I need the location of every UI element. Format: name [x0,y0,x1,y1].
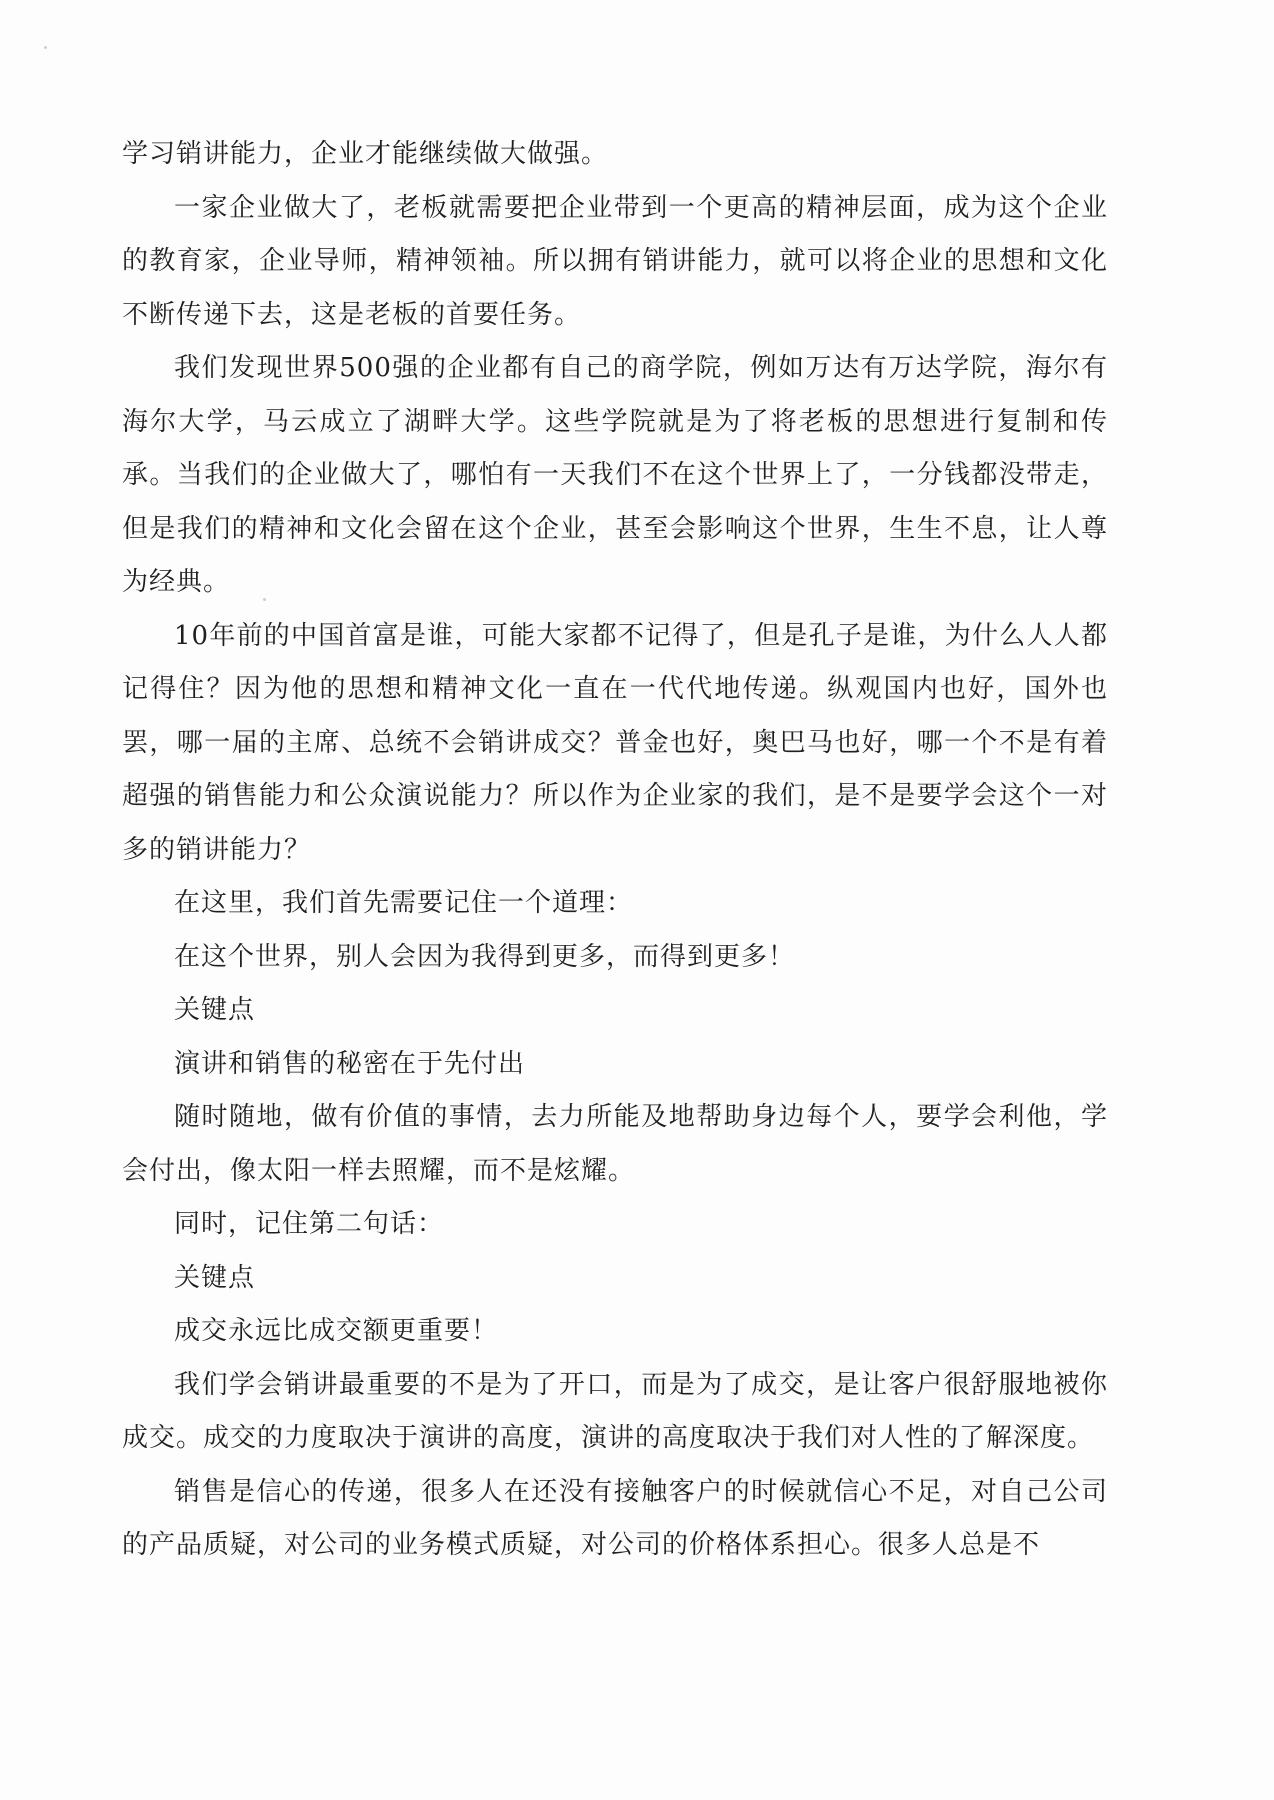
paragraph: 同时，记住第二句话： [174,1209,445,1239]
key-point-heading: 关键点 [174,995,256,1025]
key-point-text: 成交永远比成交额更重要！ [174,1316,499,1346]
paragraph: 销售是信心的传递，很多人在还没有接触客户的时候就信心不足，对自己公司的产品质疑，对公司的业务模式质疑，对公司的价格体系担心。很多人总是不 [122,1476,1108,1560]
paragraph: 在这个世界，别人会因为我得到更多，而得到更多！ [174,941,796,972]
paragraph: 随时随地，做有价值的事情，去力所能及地帮助身边每个人，要学会利他，学会付出，像太阳一样去照耀，而不是炫耀。 [122,1102,1108,1186]
key-point-heading: 关键点 [174,1262,256,1293]
paragraph: 一家企业做大了，老板就需要把企业带到一个更高的精神层面，成为这个企业的教育家，企业导师，精神领袖。所以拥有销讲能力，就可以将企业的思想和文化不断传递下去，这是老板的首要任务。 [122,192,1108,330]
paragraph: 在这里，我们首先需要记住一个道理： [174,888,634,918]
paragraph: 学习销讲能力，企业才能继续做大做强。 [122,139,609,169]
page-body-text [122,128,1108,1573]
key-point-text: 演讲和销售的秘密在于先付出 [174,1048,526,1079]
paragraph: 10年前的中国首富是谁，可能大家都不记得了，但是孔子是谁，为什么人人都记得住？因为他的思想和精神文化一直在一代代地传递。纵观国内也好，国外也罢，哪一届的主席、总统不会销讲成交？普金也好，奥巴马也好，哪一个不是有着超强的销售能力和公众演说能力？所以作为企业家的我们，是不是要学会这个一对多的销讲能力？ [122,620,1108,865]
paragraph: 我们学会销讲最重要的不是为了开口，而是为了成交，是让客户很舒服地被你成交。成交的力度取决于演讲的高度，演讲的高度取决于我们对人性的了解深度。 [122,1369,1108,1453]
paragraph: 我们发现世界500强的企业都有自己的商学院，例如万达有万达学院，海尔有海尔大学，马云成立了湖畔大学。这些学院就是为了将老板的思想进行复制和传承。当我们的企业做大了，哪怕有一天我们不在这个世界上了，一分钱都没带走，但是我们的精神和文化会留在这个企业，甚至会影响这个世界，生生不息，让人尊为经典。 [122,353,1108,597]
scan-speck [44,46,47,49]
